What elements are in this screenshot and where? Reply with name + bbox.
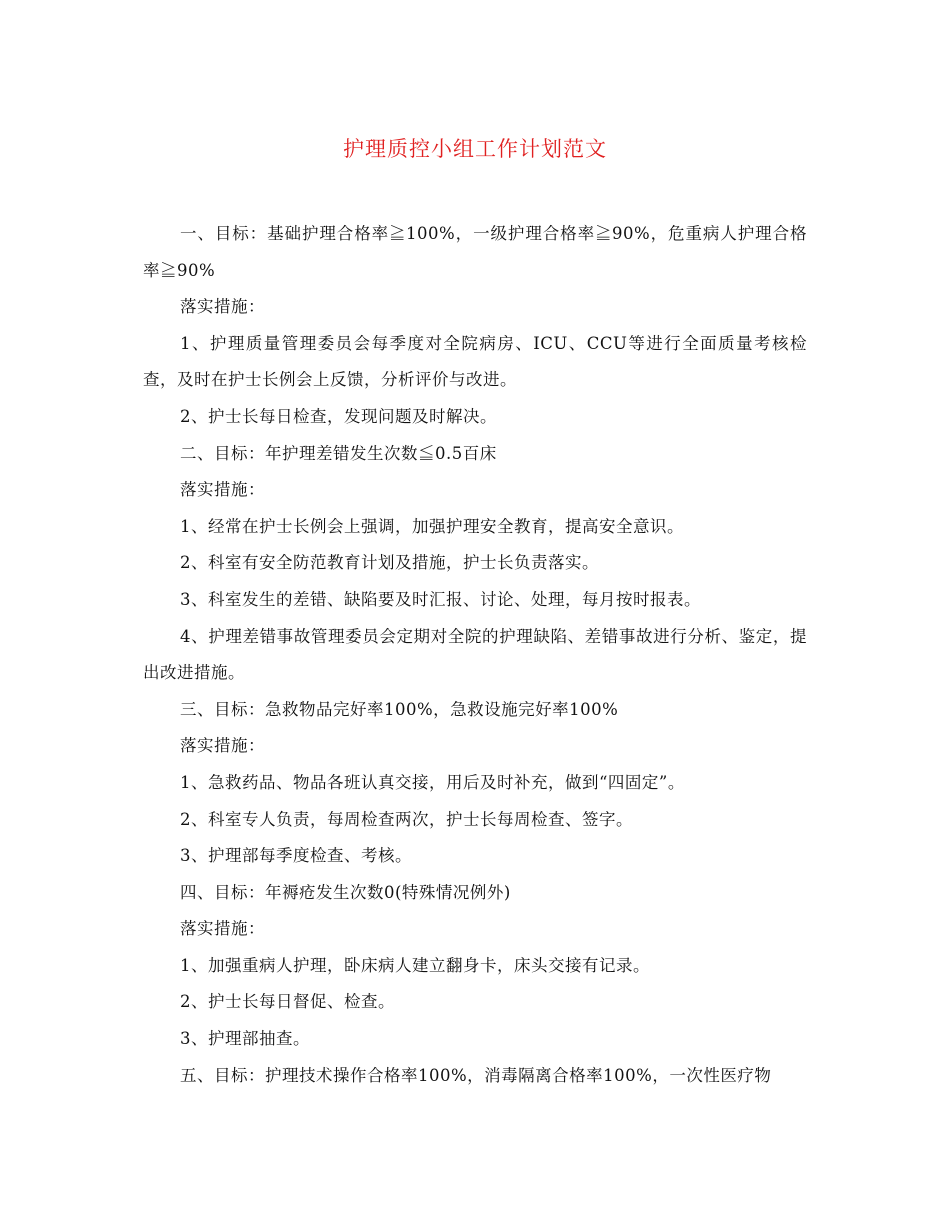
paragraph-measure: 4、护理差错事故管理委员会定期对全院的护理缺陷、差错事故进行分析、鉴定，提出改进措施。	[143, 626, 807, 683]
paragraph-measure: 3、护理部每季度检查、考核。	[180, 846, 412, 866]
paragraph-goal-1: 一、目标：基础护理合格率≧100%，一级护理合格率≧90%，危重病人护理合格率≧90%	[143, 224, 807, 280]
paragraph-measure: 2、科室专人负责，每周检查两次，护士长每周检查、签字。	[180, 809, 633, 829]
paragraph-measure: 2、护士长每日督促、检查。	[180, 992, 395, 1012]
paragraph-measure: 2、科室有安全防范教育计划及措施，护士长负责落实。	[180, 553, 599, 573]
paragraph-measure: 2、护士长每日检查，发现问题及时解决。	[180, 406, 497, 426]
paragraph-measure: 1、急救药品、物品各班认真交接，用后及时补充，做到“四固定”。	[180, 772, 685, 792]
paragraph-measures-heading: 落实措施：	[180, 919, 265, 939]
paragraph-goal-4: 四、目标：年褥疮发生次数0(特殊情况例外)	[180, 882, 511, 902]
paragraph-measures-heading: 落实措施：	[180, 297, 265, 317]
paragraph-measure: 1、加强重病人护理，卧床病人建立翻身卡，床头交接有记录。	[180, 955, 650, 975]
document-title: 护理质控小组工作计划范文	[343, 137, 607, 161]
paragraph-goal-5: 五、目标：护理技术操作合格率100%，消毒隔离合格率100%，一次性医疗物	[180, 1065, 772, 1085]
paragraph-measures-heading: 落实措施：	[180, 736, 265, 756]
paragraph-goal-3: 三、目标：急救物品完好率100%，急救设施完好率100%	[180, 699, 619, 719]
paragraph-measure: 3、护理部抽查。	[180, 1029, 310, 1049]
paragraph-measures-heading: 落实措施：	[180, 480, 265, 500]
paragraph-measure: 1、经常在护士长例会上强调，加强护理安全教育，提高安全意识。	[180, 516, 684, 536]
paragraph-measure: 3、科室发生的差错、缺陷要及时汇报、讨论、处理，每月按时报表。	[180, 589, 701, 609]
paragraph-measure: 1、护理质量管理委员会每季度对全院病房、ICU、CCU等进行全面质量考核检查，及时在护士长例会上反馈，分析评价与改进。	[143, 333, 807, 390]
paragraph-goal-2: 二、目标：年护理差错发生次数≦0.5百床	[180, 443, 497, 463]
document-body	[143, 216, 807, 1094]
